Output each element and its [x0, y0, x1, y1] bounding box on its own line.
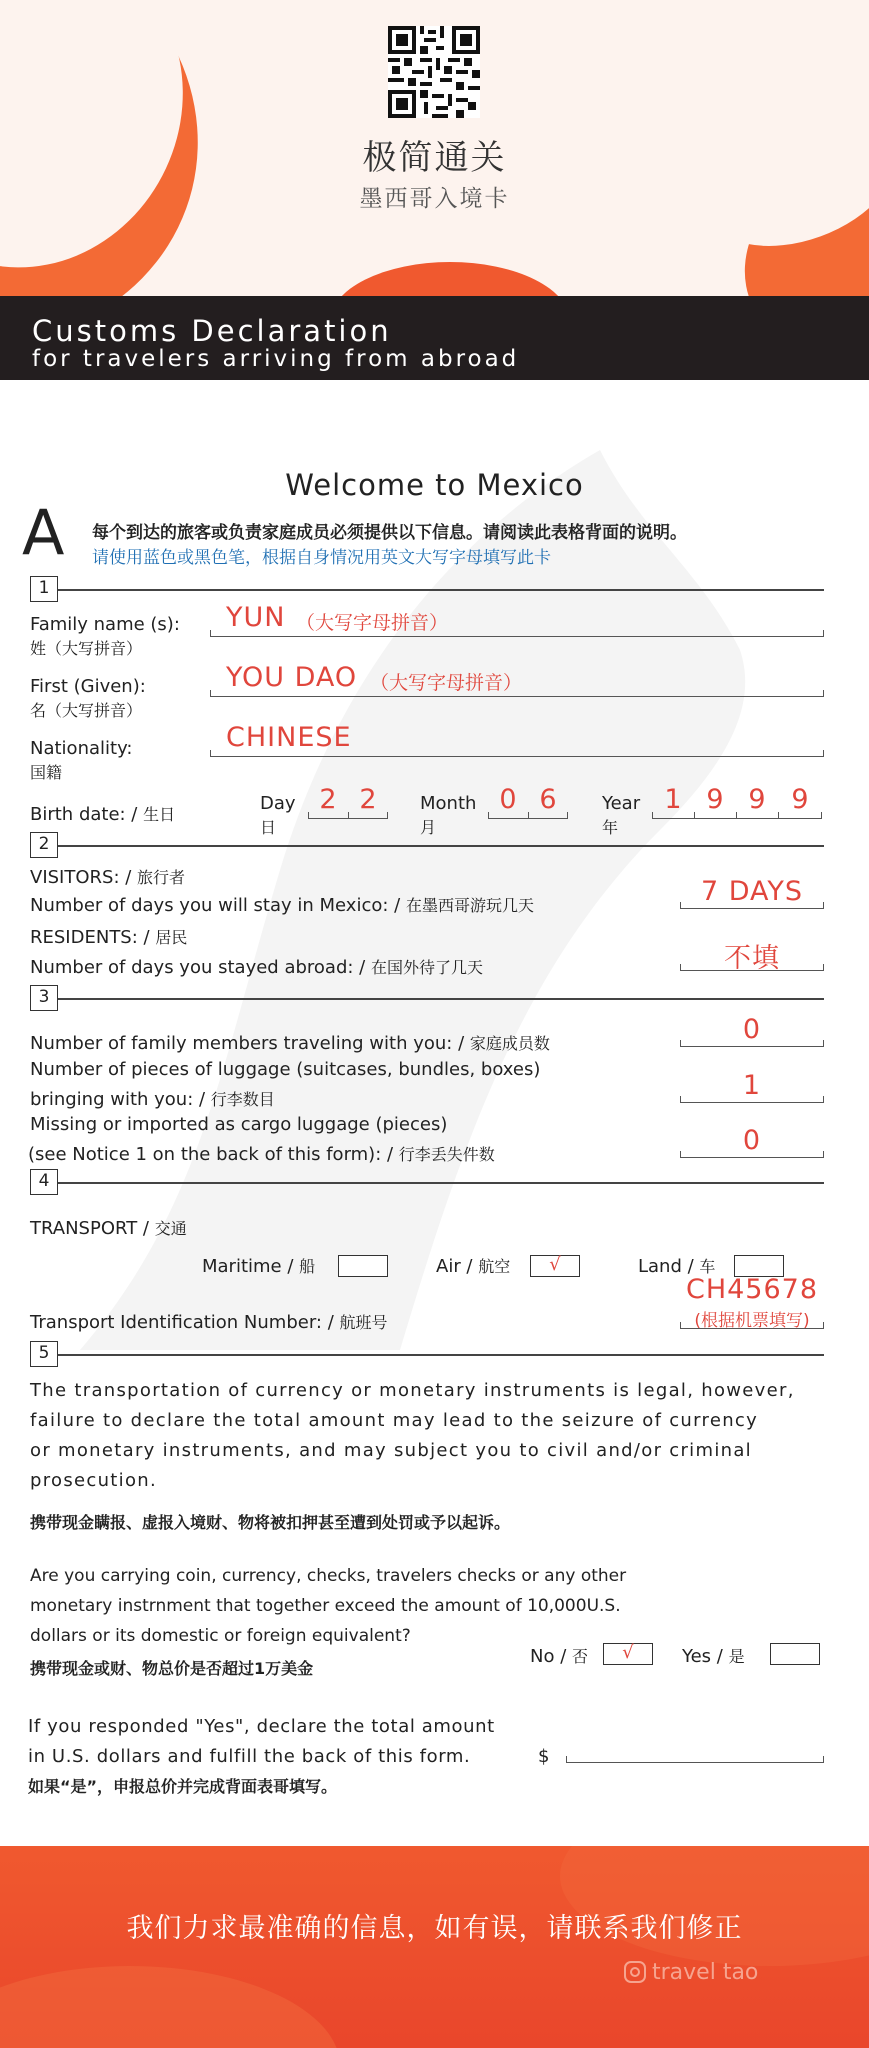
month-label: Month — [420, 793, 477, 814]
residents-cn: 居民 — [155, 928, 188, 947]
section-divider — [58, 845, 824, 847]
luggage-label: Number of pieces of luggage (suitcases, bundles, boxes) — [30, 1059, 541, 1080]
section-letter: A — [22, 496, 65, 569]
declare-amount-field[interactable] — [566, 1756, 824, 1763]
family-name-cn: 姓（大写拼音） — [30, 639, 143, 658]
band-subtitle: for travelers arriving from abroad — [32, 346, 520, 372]
first-name-value: YOU DAO — [226, 662, 358, 693]
transport-id-hint: (根据机票填写) — [694, 1311, 810, 1331]
luggage-label-2: bringing with you: / — [30, 1089, 211, 1110]
day-digit: 2 — [359, 784, 377, 815]
year-digit: 9 — [706, 784, 724, 815]
section-number: 3 — [30, 985, 58, 1011]
section-number: 4 — [30, 1169, 58, 1195]
section-divider — [58, 589, 824, 591]
currency-notice-line: prosecution. — [30, 1470, 158, 1491]
yes-checkbox[interactable] — [770, 1643, 820, 1665]
app-subtitle: 墨西哥入境卡 — [359, 186, 510, 212]
yes-label: Yes / — [682, 1646, 729, 1667]
yes-cn: 是 — [728, 1647, 745, 1666]
footer-message: 我们力求最准确的信息，如有误，请联系我们修正 — [126, 1913, 743, 1944]
transport-id-value: CH45678 — [685, 1274, 819, 1305]
residents-days-cn: 在国外待了几天 — [370, 958, 483, 977]
luggage-cn: 行李数目 — [210, 1090, 275, 1109]
day-label: Day — [260, 793, 296, 814]
family-name-label: Family name (s): — [30, 614, 180, 635]
maritime-label: Maritime / — [202, 1256, 300, 1277]
section-number: 1 — [30, 576, 58, 602]
transport-id-field[interactable] — [680, 1322, 824, 1329]
birth-date-label-cn: 生日 — [143, 805, 176, 824]
section-divider — [58, 1354, 824, 1356]
visitors-days-cn: 在墨西哥游玩几天 — [405, 896, 534, 915]
brand-name: travel tao — [652, 1960, 759, 1985]
birth-date-label-en: Birth date: / — [30, 804, 144, 825]
year-cn: 年 — [602, 818, 619, 837]
currency-notice-line: The transportation of currency or monetary instruments is legal, however, — [30, 1380, 795, 1401]
missing-luggage-value: 0 — [742, 1125, 762, 1156]
currency-notice-line: failure to declare the total amount may lead to the seizure of currency — [30, 1410, 759, 1431]
intro-blue-note: 请使用蓝色或黑色笔，根据自身情况用英文大写字母填写此卡 — [92, 548, 551, 568]
band-title: Customs Declaration — [32, 314, 392, 348]
maritime-checkbox[interactable] — [338, 1255, 388, 1277]
currency-notice-line: or monetary instruments, and may subject you to civil and/or criminal — [30, 1440, 752, 1461]
transport-id-label: Transport Identification Number: / — [30, 1312, 340, 1333]
residents-label: RESIDENTS: / — [30, 927, 156, 948]
app-title: 极简通关 — [362, 138, 507, 178]
no-cn: 否 — [572, 1647, 589, 1666]
currency-question-cn: 携带现金或财、物总价是否超过1万美金 — [30, 1659, 314, 1678]
no-label: No / — [530, 1646, 572, 1667]
visitors-days-value: 7 DAYS — [700, 876, 804, 907]
nationality-label: Nationality: — [30, 738, 133, 759]
brand-logo — [624, 1960, 758, 1985]
family-name-value: YUN — [226, 602, 286, 633]
declare-cn: 如果“是”，申报总价并完成背面表哥填写。 — [28, 1777, 338, 1796]
missing-luggage-label-2: (see Notice 1 on the back of this form): / — [28, 1144, 399, 1165]
nationality-cn: 国籍 — [30, 763, 63, 782]
air-checkbox[interactable]: √ — [530, 1255, 580, 1277]
visitors-cn: 旅行者 — [137, 868, 186, 887]
day-digit: 2 — [319, 784, 337, 815]
transport-cn: 交通 — [154, 1219, 187, 1238]
year-digit: 9 — [791, 784, 809, 815]
currency-question-line: Are you carrying coin, currency, checks, travelers checks or any other — [30, 1566, 627, 1586]
year-label: Year — [602, 793, 641, 814]
family-members-label: Number of family members traveling with you: / — [30, 1033, 470, 1054]
air-label: Air / — [436, 1256, 479, 1277]
declare-line: in U.S. dollars and fulfill the back of this form. — [28, 1746, 471, 1767]
residents-days-value: 不填 — [724, 943, 780, 974]
residents-days-label: Number of days you stayed abroad: / — [30, 957, 371, 978]
visitors-label: VISITORS: / — [30, 867, 138, 888]
first-name-hint: （大写字母拼音） — [370, 672, 523, 694]
visitors-days-label: Number of days you will stay in Mexico: / — [30, 895, 406, 916]
air-cn: 航空 — [478, 1257, 511, 1276]
family-members-value: 0 — [742, 1014, 762, 1045]
travel-tao-icon — [624, 1961, 646, 1983]
day-cn: 日 — [260, 818, 277, 837]
birth-date-label — [30, 802, 175, 825]
footer-banner — [0, 1846, 869, 2048]
nationality-value: CHINESE — [226, 722, 352, 753]
maritime-cn: 船 — [299, 1257, 316, 1276]
year-digit: 9 — [748, 784, 766, 815]
luggage-value: 1 — [742, 1070, 762, 1101]
declare-line: If you responded "Yes", declare the total amount — [28, 1716, 495, 1737]
section-divider — [58, 998, 824, 1000]
currency-question-line: monetary instrnment that together exceed the amount of 10,000U.S. — [30, 1596, 621, 1616]
missing-luggage-cn: 行李丢失件数 — [398, 1145, 495, 1164]
intro-text: 每个到达的旅客或负责家庭成员必须提供以下信息。请阅读此表格背面的说明。 — [92, 523, 687, 543]
month-digit: 0 — [499, 784, 517, 815]
land-label: Land / — [638, 1256, 700, 1277]
year-digit: 1 — [664, 784, 682, 815]
family-name-hint: （大写字母拼音） — [296, 612, 449, 634]
land-cn: 车 — [699, 1257, 716, 1276]
section-divider — [58, 1182, 824, 1184]
qr-code-icon — [388, 26, 480, 118]
dollar-sign: $ — [538, 1746, 550, 1767]
transport-label: TRANSPORT / — [30, 1218, 155, 1239]
section-number: 5 — [30, 1341, 58, 1367]
transport-id-cn: 航班号 — [339, 1313, 388, 1332]
month-digit: 6 — [539, 784, 557, 815]
section-number: 2 — [30, 832, 58, 858]
family-members-cn: 家庭成员数 — [469, 1034, 550, 1053]
month-cn: 月 — [420, 818, 437, 837]
missing-luggage-label: Missing or imported as cargo luggage (pieces) — [30, 1114, 448, 1135]
currency-question-line: dollars or its domestic or foreign equivalent? — [30, 1626, 411, 1646]
first-name-label: First (Given): — [30, 676, 146, 697]
no-checkbox[interactable]: √ — [603, 1643, 653, 1665]
currency-notice-cn: 携带现金瞒报、虚报入境财、物将被扣押甚至遭到处罚或予以起诉。 — [30, 1513, 511, 1532]
welcome-heading: Welcome to Mexico — [285, 468, 584, 502]
first-name-cn: 名（大写拼音） — [30, 701, 143, 720]
